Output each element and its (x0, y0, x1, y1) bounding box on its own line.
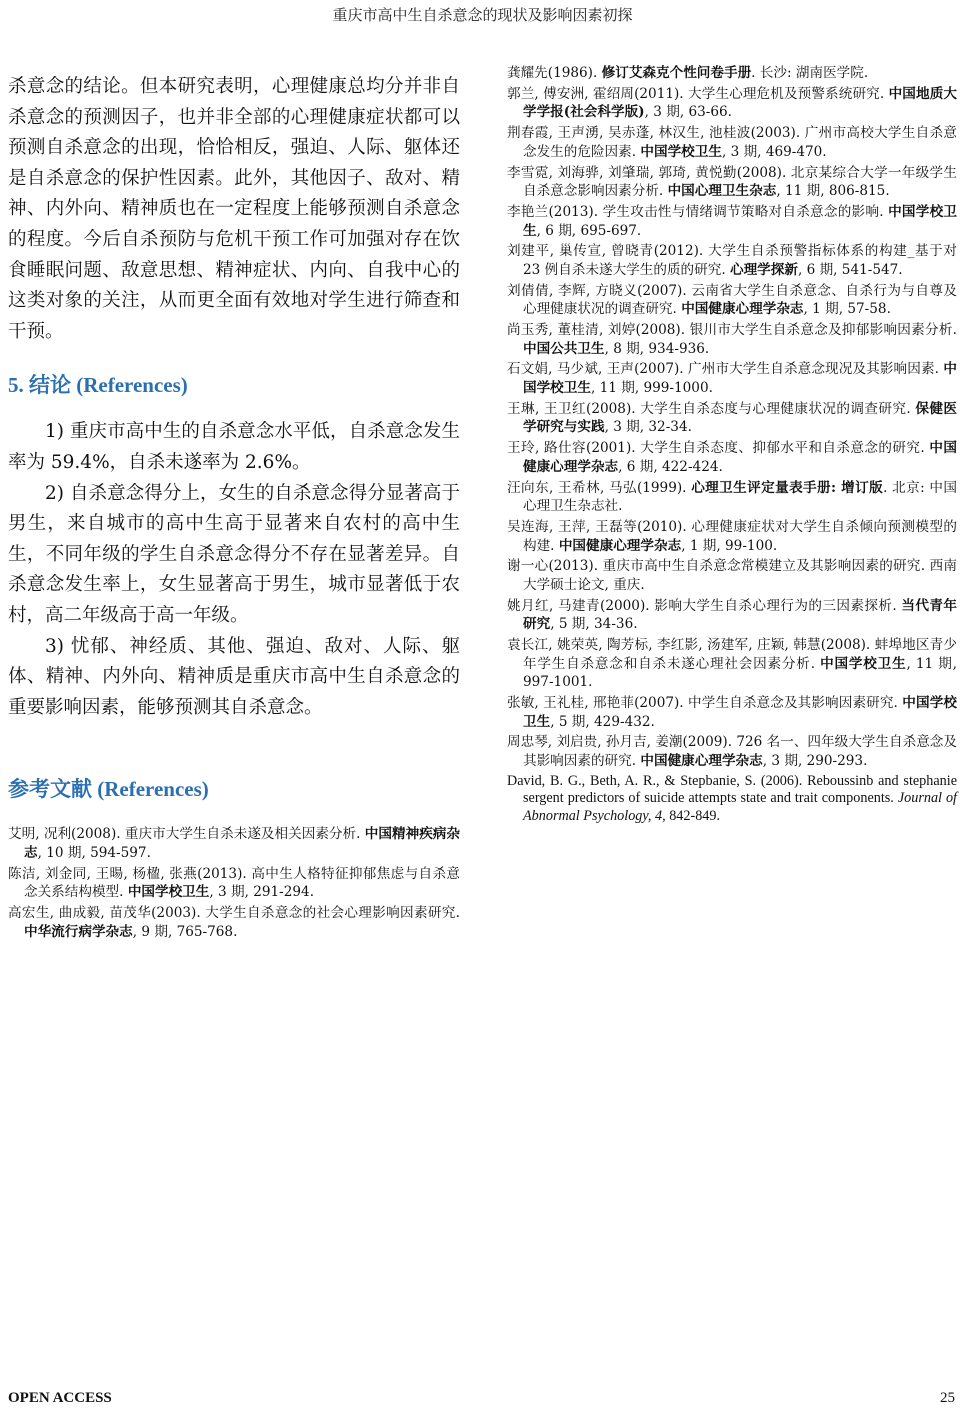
reference-authors-title: 高宏生, 曲成毅, 苗茂华(2003). 大学生自杀意念的社会心理影响因素研究. (8, 905, 460, 922)
reference-journal: 中国健康心理学杂志 (558, 537, 682, 554)
reference-issue-pages: , 11 期, 806-815. (776, 183, 890, 200)
reference-item (507, 321, 957, 358)
reference-item (507, 203, 957, 240)
discussion-paragraph: 杀意念的结论。但本研究表明，心理健康总均分并非自杀意念的预测因子，也并非全部的心理健康症状都可以预测自杀意念的出现，恰恰相反，强迫、人际、躯体还是自杀意念的保护性因素。此外，其他因子、敌对、精神、内外向、精神质也在一定程度上能够预测自杀意念的程度。今后自杀预防与危机干预工作可加强对存在饮食睡眠问题、敌意思想、精神症状、内向、自我中心的这类对象的关注，从而更全面有效地对学生进行筛查和干预。 (8, 76, 460, 342)
reference-authors-title: 张敏, 王礼桂, 邢艳菲(2007). 中学生自杀意念及其影响因素研究. (507, 695, 903, 711)
reference-item (507, 242, 957, 279)
reference-authors-title: 龚耀先(1986). (507, 65, 602, 81)
reference-item (8, 904, 460, 941)
reference-authors-title: 吴连海, 王萍, 王磊等(2010). 心理健康症状对大学生自杀倾向预测模型的构建. (507, 518, 957, 554)
reference-issue-pages: , 3 期, 291-294. (209, 884, 315, 901)
reference-journal: 中国学校卫生 (640, 143, 722, 160)
reference-authors-title: 刘建平, 巢传宣, 曾晓青(2012). 大学生自杀预警指标体系的构建_基于对 23 例自杀未遂大学生的质的研究. (507, 243, 957, 278)
reference-issue-pages: , 9 期, 765-768. (132, 923, 238, 940)
reference-authors-title: 石文娟, 马少斌, 王声(2007). 广州市大学生自杀意念现况及其影响因素. (507, 361, 944, 378)
reference-issue-pages: , 5 期, 34-36. (550, 616, 638, 633)
reference-journal: 中国地质大学学报(社会科学版) (523, 85, 957, 121)
reference-journal: 修订艾森克个性问卷手册 (601, 65, 752, 81)
reference-authors-title: 李艳兰(2013). 学生攻击性与情绪调节策略对自杀意念的影响. (507, 203, 889, 220)
reference-authors-title: 郭兰, 傅安洲, 霍绍周(2011). 大学生心理危机及预警系统研究. (507, 85, 889, 102)
reference-issue-pages: , 3 期, 469-470. (721, 143, 827, 160)
footer-open-access: OPEN ACCESS (8, 1390, 112, 1406)
reference-issue-pages: , 11 期, 999-1000. (590, 380, 713, 396)
reference-authors-title: 尚玉秀, 董桂清, 刘婷(2008). 银川市大学生自杀意念及抑郁影响因素分析. (507, 322, 957, 339)
reference-journal: 中国学校卫生 (523, 695, 957, 730)
reference-item (507, 124, 957, 161)
reference-journal: 中国精神疾病杂志 (24, 826, 460, 861)
reference-authors-title: 刘倩倩, 李辉, 方晓义(2007). 云南省大学生自杀意念、自杀行为与自尊及心理健康状况的调查研究. (507, 282, 957, 318)
reference-item (8, 825, 460, 862)
conclusion-paragraph-3: 3) 忧郁、神经质、其他、强迫、敌对、人际、躯体、精神、内外向、精神质是重庆市高中生自杀意念的重要影响因素，能够预测其自杀意念。 (8, 635, 460, 718)
reference-journal: 中国公共卫生 (523, 340, 605, 357)
reference-item (507, 360, 957, 397)
reference-issue-pages: , 1 期, 99-100. (681, 537, 778, 554)
reference-item (507, 439, 957, 476)
reference-journal: 心理卫生评定量表手册: 增订版 (691, 479, 884, 496)
reference-authors-title: 袁长江, 姚荣英, 陶芳标, 李红影, 汤建军, 庄颖, 韩慧(2008). 蚌埠地区青少年学生自杀意念和自杀未遂心理社会因素分析. (507, 637, 957, 672)
reference-authors-title: David, B. G., Beth, A. R., & Stepbanie, S. (2006). Reboussinb and stephanie sergent predictors of suicide attempts state and trait components. (507, 772, 957, 807)
running-header-title: 重庆市高中生自杀意念的现状及影响因素初探 (332, 6, 633, 24)
reference-list-left (8, 825, 460, 941)
reference-journal: 心理学探新 (729, 261, 798, 278)
reference-item (507, 64, 957, 83)
reference-issue-pages: , 3 期, 290-293. (762, 752, 868, 769)
reference-journal: 中国心理卫生杂志 (667, 183, 777, 200)
reference-item (507, 400, 957, 437)
reference-issue-pages: , 3 期, 32-34. (604, 419, 692, 436)
reference-issue-pages: , 8 期, 934-936. (604, 340, 710, 357)
reference-journal: 中国健康心理学杂志 (640, 752, 763, 769)
reference-issue-pages: , 1 期, 57-58. (803, 301, 891, 318)
reference-issue-pages: , 6 期, 695-697. (536, 222, 642, 239)
reference-item (507, 597, 957, 634)
left-column (8, 72, 460, 943)
conclusion-heading: 5. 结论 (References) (8, 373, 188, 398)
reference-authors-title: 谢一心(2013). 重庆市高中生自杀意念常模建立及其影响因素的研究. 西南大学硕士论文, 重庆. (507, 558, 957, 593)
reference-item (507, 164, 957, 201)
conclusion-paragraph-2: 2) 自杀意念得分上，女生的自杀意念得分显著高于男生，来自城市的高中生高于显著来自农村的高中生生，不同年级的学生自杀意念得分不存在显著差异。自杀意念发生率上，女生显著高于男生，城市显著低于农村，高二年级高于高一年级。 (8, 482, 460, 626)
reference-item (507, 479, 957, 516)
reference-issue-pages: , 3 期, 63-66. (644, 104, 732, 121)
references-heading: 参考文献 (References) (8, 777, 209, 802)
reference-journal: Journal of Abnormal Psychology, 4, (523, 790, 958, 824)
conclusion-paragraph-1: 1) 重庆市高中生的自杀意念水平低，自杀意念发生率为 59.4%，自杀未遂率为 2.6%。 (8, 421, 460, 473)
reference-item (507, 85, 957, 122)
reference-item (507, 636, 957, 692)
right-column (507, 64, 957, 827)
reference-journal: 中国学校卫生 (523, 203, 958, 239)
footer-page-number: 25 (940, 1390, 955, 1406)
reference-item (507, 694, 957, 731)
reference-journal: 中国学校卫生 (523, 361, 957, 396)
reference-journal: 中国学校卫生 (127, 884, 210, 901)
reference-issue-pages: , 10 期, 594-597. (37, 844, 151, 861)
reference-issue-pages: . 长沙: 湖南医学院. (751, 65, 869, 81)
reference-authors-title: 王琳, 王卫红(2008). 大学生自杀态度与心理健康状况的调查研究. (507, 400, 916, 417)
reference-journal: 保健医学研究与实践 (523, 400, 957, 436)
reference-issue-pages: 842-849. (665, 807, 721, 824)
reference-authors-title: 王玲, 路仕容(2001). 大学生自杀态度、抑郁水平和自杀意念的研究. (507, 440, 930, 457)
reference-journal: 中国健康心理学杂志 (681, 301, 804, 318)
reference-authors-title: 李雪霓, 刘海骅, 刘肇瑞, 郭琦, 黄悦勤(2008). 北京某综合大学一年级学生自杀意念影响因素分析. (507, 164, 957, 200)
reference-journal: 当代青年研究 (523, 597, 957, 633)
reference-journal: 中华流行病学杂志 (24, 923, 133, 940)
reference-issue-pages: , 11 期, 997-1001. (523, 655, 958, 691)
reference-authors-title: 周忠琴, 刘启贵, 孙月吉, 姜潮(2009). 726 名一、四年级大学生自杀意念及其影响因素的研究. (507, 734, 957, 769)
reference-authors-title: 姚月红, 马建青(2000). 影响大学生自杀心理行为的三因素探析. (507, 597, 902, 614)
reference-authors-title: 艾明, 况利(2008). 重庆市大学生自杀未遂及相关因素分析. (8, 826, 365, 843)
reference-item (507, 733, 957, 770)
reference-authors-title: 汪向东, 王希林, 马弘(1999). (507, 479, 692, 496)
reference-item (507, 518, 957, 555)
reference-english (507, 773, 957, 826)
reference-journal: 中国健康心理学杂志 (523, 440, 957, 475)
reference-issue-pages: . 北京: 中国心理卫生杂志社. (523, 479, 957, 515)
reference-issue-pages: , 6 期, 422-424. (618, 458, 723, 475)
reference-list-right (507, 64, 957, 771)
reference-item (507, 557, 957, 594)
reference-journal: 中国学校卫生 (820, 655, 907, 672)
reference-item (507, 282, 957, 319)
reference-item (8, 865, 460, 902)
reference-issue-pages: , 6 期, 541-547. (797, 261, 903, 278)
reference-authors-title: 荆春霞, 王声湧, 吴赤蓬, 林汉生, 池桂波(2003). 广州市高校大学生自杀意念发生的危险因素. (507, 125, 957, 160)
reference-authors-title: 陈洁, 刘金同, 王暘, 杨楹, 张燕(2013). 高中生人格特征抑郁焦虑与自杀意念关系结构模型. (8, 865, 460, 901)
reference-issue-pages: , 5 期, 429-432. (550, 713, 655, 730)
